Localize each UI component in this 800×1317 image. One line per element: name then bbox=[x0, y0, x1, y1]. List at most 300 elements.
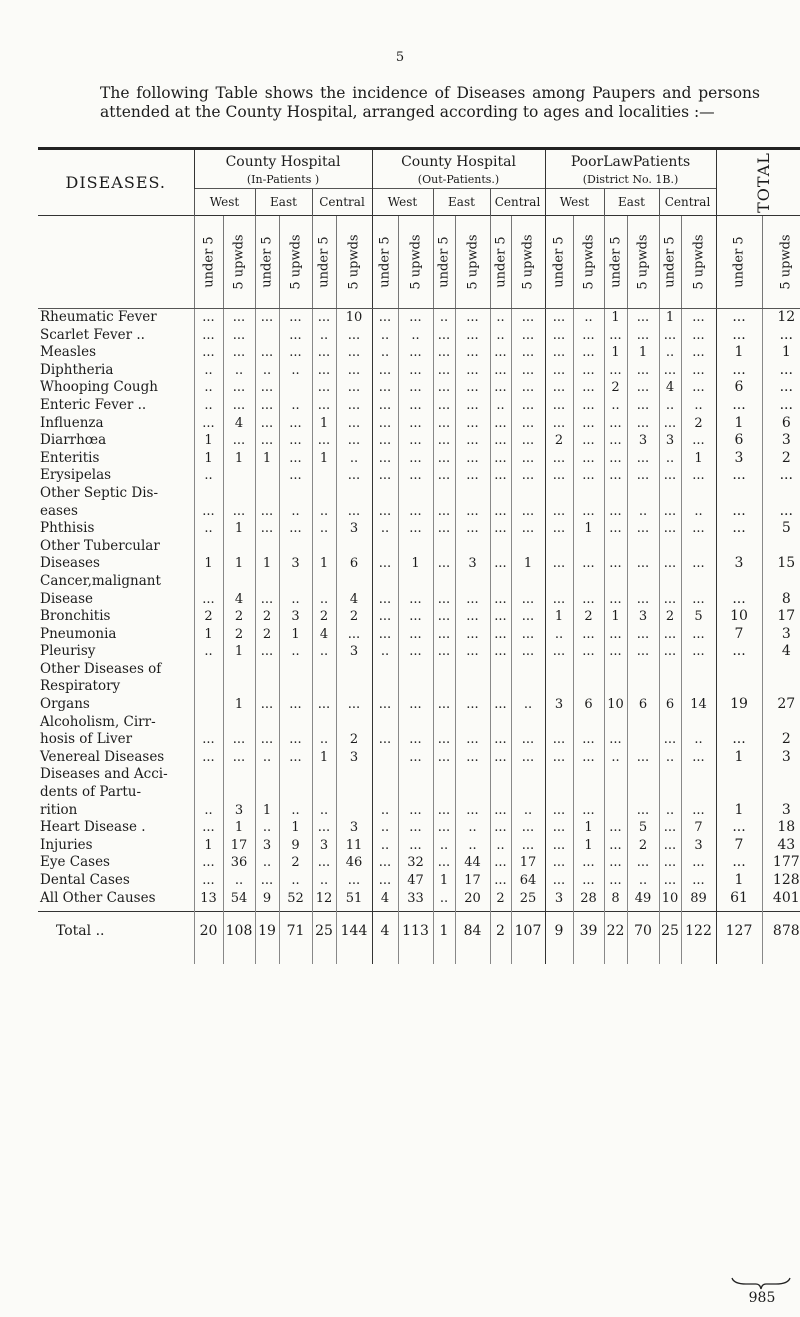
table-cell: 89 bbox=[681, 890, 716, 912]
spacer-cell bbox=[312, 940, 336, 964]
table-cell: ... bbox=[511, 344, 545, 362]
table-row bbox=[38, 854, 800, 872]
table-cell: .. bbox=[573, 309, 604, 327]
table-cell: 1 bbox=[573, 520, 604, 538]
table-cell: .. bbox=[398, 327, 433, 345]
table-cell: ... bbox=[627, 766, 659, 819]
table-cell: .. bbox=[255, 819, 279, 837]
disease-name bbox=[38, 608, 194, 626]
table-cell bbox=[627, 714, 659, 749]
table-cell: 1 bbox=[573, 819, 604, 837]
table-cell: .. bbox=[279, 362, 312, 380]
table-cell: ... bbox=[433, 854, 455, 872]
table-cell: ... bbox=[604, 520, 627, 538]
table-cell: ... bbox=[223, 327, 255, 345]
table-cell: ... bbox=[336, 397, 372, 415]
disease-name-line: Alcoholism, Cirr- bbox=[40, 713, 156, 730]
table-cell: ... bbox=[455, 714, 490, 749]
table-cell: ... bbox=[372, 872, 398, 890]
disease-name-line: Eye Cases bbox=[40, 854, 110, 871]
table-cell: ... bbox=[312, 432, 336, 450]
table-cell: ... bbox=[336, 432, 372, 450]
table-cell: 3 bbox=[681, 837, 716, 855]
table-cell: ... bbox=[255, 520, 279, 538]
spacer-cell bbox=[336, 940, 372, 964]
table-cell: ... bbox=[659, 643, 681, 661]
table-cell: ... bbox=[433, 485, 455, 520]
table-cell: ... bbox=[372, 608, 398, 626]
table-cell: 10 bbox=[659, 890, 681, 912]
table-cell: ... bbox=[545, 397, 573, 415]
table-cell: ... bbox=[398, 749, 433, 767]
table-cell: ... bbox=[716, 397, 762, 415]
group-subtitle: (District No. 1B.) bbox=[582, 173, 679, 186]
table-cell: .. bbox=[627, 872, 659, 890]
age-header-label: under 5 bbox=[259, 236, 275, 288]
age-header-label: 5 upwds bbox=[288, 234, 303, 290]
age-header-label: under 5 bbox=[493, 236, 508, 288]
table-cell: ... bbox=[455, 749, 490, 767]
table-cell: ... bbox=[604, 819, 627, 837]
table-cell: ... bbox=[398, 397, 433, 415]
table-cell: ... bbox=[194, 749, 223, 767]
table-cell: .. bbox=[279, 643, 312, 661]
table-cell: 1 bbox=[279, 626, 312, 644]
table-cell: ... bbox=[681, 538, 716, 573]
table-cell: ... bbox=[659, 573, 681, 608]
group-subtitle: (In-Patients ) bbox=[246, 173, 320, 186]
table-cell: ... bbox=[255, 379, 279, 397]
table-cell bbox=[223, 467, 255, 485]
table-cell: ... bbox=[490, 520, 511, 538]
table-cell: ... bbox=[490, 872, 511, 890]
table-cell: 2 bbox=[681, 415, 716, 433]
table-cell: .. bbox=[604, 397, 627, 415]
table-cell: ... bbox=[255, 714, 279, 749]
disease-name bbox=[38, 415, 194, 433]
table-cell: ... bbox=[604, 854, 627, 872]
table-cell: ... bbox=[545, 309, 573, 327]
table-cell: 9 bbox=[279, 837, 312, 855]
table-cell: .. bbox=[372, 819, 398, 837]
table-cell: ... bbox=[372, 379, 398, 397]
table-cell: ... bbox=[194, 714, 223, 749]
spacer-cell bbox=[490, 940, 511, 964]
table-cell: .. bbox=[194, 520, 223, 538]
disease-name bbox=[38, 344, 194, 362]
table-cell: .. bbox=[312, 766, 336, 819]
locality-header: Central bbox=[490, 189, 545, 216]
table-cell: ... bbox=[573, 344, 604, 362]
table-cell: 10 bbox=[716, 608, 762, 626]
table-cell: ... bbox=[194, 327, 223, 345]
table-cell: ... bbox=[398, 415, 433, 433]
disease-name bbox=[38, 854, 194, 872]
table-cell: ... bbox=[279, 749, 312, 767]
table-cell: ... bbox=[255, 661, 279, 714]
table-cell bbox=[255, 327, 279, 345]
table-cell: 3 bbox=[336, 749, 372, 767]
table-cell: ... bbox=[455, 432, 490, 450]
table-row bbox=[38, 661, 800, 714]
table-cell: 2 bbox=[223, 608, 255, 626]
table-cell: ... bbox=[312, 661, 336, 714]
total-cell: 20 bbox=[194, 912, 223, 941]
total-cell: 122 bbox=[681, 912, 716, 941]
spacer-cell bbox=[38, 940, 194, 964]
total-cell: 84 bbox=[455, 912, 490, 941]
total-cell: 25 bbox=[659, 912, 681, 941]
table-cell: ... bbox=[255, 344, 279, 362]
table-cell: ... bbox=[336, 872, 372, 890]
age-header-label: 5 upwds bbox=[346, 234, 362, 290]
table-cell: ... bbox=[545, 573, 573, 608]
table-cell: ... bbox=[455, 573, 490, 608]
table-cell: ... bbox=[194, 819, 223, 837]
table-cell: .. bbox=[336, 450, 372, 468]
table-cell: ... bbox=[372, 467, 398, 485]
table-cell: ... bbox=[455, 520, 490, 538]
disease-name bbox=[38, 467, 194, 485]
table-cell: ... bbox=[627, 397, 659, 415]
age-header bbox=[372, 216, 398, 309]
table-cell: ... bbox=[716, 520, 762, 538]
table-row bbox=[38, 573, 800, 608]
table-cell: ... bbox=[659, 520, 681, 538]
table-cell: 2 bbox=[312, 608, 336, 626]
table-cell: ... bbox=[573, 766, 604, 819]
table-row bbox=[38, 626, 800, 644]
table-cell: 1 bbox=[762, 344, 800, 362]
table-cell: ... bbox=[681, 626, 716, 644]
table-row bbox=[38, 450, 800, 468]
table-cell: ... bbox=[681, 362, 716, 380]
table-cell: .. bbox=[312, 643, 336, 661]
age-header bbox=[255, 216, 279, 309]
table-cell: ... bbox=[372, 450, 398, 468]
table-cell: ... bbox=[455, 485, 490, 520]
table-cell: .. bbox=[433, 890, 455, 912]
total-cell: 1 bbox=[433, 912, 455, 941]
table-cell: ... bbox=[194, 573, 223, 608]
table-cell: ... bbox=[433, 415, 455, 433]
table-cell: ... bbox=[194, 344, 223, 362]
table-cell: ... bbox=[511, 309, 545, 327]
table-cell: 36 bbox=[223, 854, 255, 872]
table-cell: 1 bbox=[255, 766, 279, 819]
table-cell: ... bbox=[279, 714, 312, 749]
table-cell: 3 bbox=[279, 538, 312, 573]
spacer-cell bbox=[545, 940, 573, 964]
table-cell: ... bbox=[372, 485, 398, 520]
disease-name bbox=[38, 397, 194, 415]
table-cell: 8 bbox=[604, 890, 627, 912]
disease-name bbox=[38, 626, 194, 644]
table-cell: ... bbox=[573, 872, 604, 890]
table-cell bbox=[194, 661, 223, 714]
disease-name bbox=[38, 749, 194, 767]
table-cell: ... bbox=[455, 626, 490, 644]
table-cell: ... bbox=[573, 538, 604, 573]
table-cell: ... bbox=[604, 837, 627, 855]
table-cell: ... bbox=[659, 415, 681, 433]
locality-header: West bbox=[194, 189, 255, 216]
table-cell: ... bbox=[194, 415, 223, 433]
disease-name bbox=[38, 362, 194, 380]
table-cell: 3 bbox=[312, 837, 336, 855]
age-header bbox=[573, 216, 604, 309]
age-header-label: under 5 bbox=[608, 236, 623, 288]
total-header-label: TOTAL bbox=[753, 152, 773, 213]
disease-name-line: Bronchitis bbox=[40, 608, 111, 625]
table-cell: ... bbox=[398, 608, 433, 626]
disease-name-line: Diarrhœa bbox=[40, 432, 107, 449]
table-cell: 6 bbox=[716, 379, 762, 397]
table-cell: 1 bbox=[255, 538, 279, 573]
table-cell: 25 bbox=[511, 890, 545, 912]
table-cell: ... bbox=[490, 538, 511, 573]
table-cell: ... bbox=[573, 362, 604, 380]
table-cell: 49 bbox=[627, 890, 659, 912]
table-cell: ... bbox=[573, 485, 604, 520]
table-cell: ... bbox=[433, 520, 455, 538]
disease-name bbox=[38, 872, 194, 890]
table-cell: ... bbox=[627, 362, 659, 380]
table-cell: ... bbox=[255, 485, 279, 520]
age-header-label: 5 upwds bbox=[778, 234, 794, 290]
table-cell: 4 bbox=[223, 573, 255, 608]
table-cell: 6 bbox=[716, 432, 762, 450]
age-header-row bbox=[38, 216, 800, 309]
table-cell: ... bbox=[716, 819, 762, 837]
disease-name-line: dents of Partu- bbox=[40, 784, 142, 801]
disease-name bbox=[38, 538, 194, 573]
disease-name-line: Influenza bbox=[40, 414, 104, 431]
spacer-cell bbox=[255, 940, 279, 964]
spacer-cell bbox=[455, 940, 490, 964]
disease-name bbox=[38, 837, 194, 855]
age-header bbox=[194, 216, 223, 309]
table-row bbox=[38, 520, 800, 538]
disease-name-line: Rheumatic Fever bbox=[40, 309, 157, 325]
age-header-label: under 5 bbox=[662, 236, 678, 288]
spacer-cell bbox=[372, 940, 398, 964]
table-cell: ... bbox=[255, 309, 279, 327]
table-cell: .. bbox=[372, 837, 398, 855]
table-cell: ... bbox=[545, 872, 573, 890]
age-header bbox=[433, 216, 455, 309]
table-cell: .. bbox=[681, 714, 716, 749]
table-cell: ... bbox=[659, 327, 681, 345]
table-cell: 1 bbox=[312, 415, 336, 433]
table-cell: 3 bbox=[455, 538, 490, 573]
table-cell: ... bbox=[490, 661, 511, 714]
locality-header: West bbox=[545, 189, 604, 216]
table-cell: 17 bbox=[455, 872, 490, 890]
disease-name bbox=[38, 661, 194, 714]
table-cell: ... bbox=[490, 608, 511, 626]
table-cell: 64 bbox=[511, 872, 545, 890]
table-cell: ... bbox=[573, 450, 604, 468]
table-cell: ... bbox=[398, 344, 433, 362]
group-header-outpatients bbox=[372, 149, 545, 189]
table-cell: ... bbox=[659, 714, 681, 749]
table-cell: ... bbox=[490, 432, 511, 450]
table-cell bbox=[255, 467, 279, 485]
table-row bbox=[38, 872, 800, 890]
total-header bbox=[716, 149, 800, 216]
table-cell: ... bbox=[681, 749, 716, 767]
table-cell: 1 bbox=[194, 837, 223, 855]
table-cell: ... bbox=[398, 379, 433, 397]
table-cell: ... bbox=[255, 432, 279, 450]
table-cell bbox=[279, 379, 312, 397]
locality-header: Central bbox=[659, 189, 716, 216]
table-cell: ... bbox=[455, 309, 490, 327]
table-cell: 1 bbox=[604, 344, 627, 362]
table-cell: 9 bbox=[255, 890, 279, 912]
table-cell: .. bbox=[255, 362, 279, 380]
table-cell: ... bbox=[511, 520, 545, 538]
table-cell: ... bbox=[194, 854, 223, 872]
table-cell: ... bbox=[604, 362, 627, 380]
table-cell: ... bbox=[762, 362, 800, 380]
table-cell: 10 bbox=[336, 309, 372, 327]
table-cell: ... bbox=[398, 714, 433, 749]
table-cell: ... bbox=[573, 573, 604, 608]
table-cell: 4 bbox=[336, 573, 372, 608]
table-cell: 1 bbox=[716, 872, 762, 890]
table-cell: ... bbox=[223, 485, 255, 520]
spacer-cell bbox=[762, 940, 800, 964]
table-cell: ... bbox=[604, 573, 627, 608]
table-cell: 1 bbox=[716, 415, 762, 433]
table-cell: 1 bbox=[573, 837, 604, 855]
table-cell: ... bbox=[604, 415, 627, 433]
table-cell: 177 bbox=[762, 854, 800, 872]
table-cell: 1 bbox=[194, 450, 223, 468]
table-row bbox=[38, 485, 800, 520]
disease-name-line: Dental Cases bbox=[40, 872, 130, 888]
table-cell: ... bbox=[573, 854, 604, 872]
disease-name bbox=[38, 890, 194, 912]
age-header bbox=[659, 216, 681, 309]
table-cell: ... bbox=[627, 626, 659, 644]
table-cell: 12 bbox=[312, 890, 336, 912]
table-cell: ... bbox=[455, 643, 490, 661]
table-cell: .. bbox=[455, 837, 490, 855]
table-cell: 1 bbox=[312, 450, 336, 468]
group-title: PoorLawPatients bbox=[570, 154, 691, 170]
table-cell: 3 bbox=[279, 608, 312, 626]
table-cell: ... bbox=[398, 573, 433, 608]
age-header bbox=[545, 216, 573, 309]
table-cell: ... bbox=[433, 467, 455, 485]
table-row bbox=[38, 890, 800, 912]
table-cell: ... bbox=[545, 819, 573, 837]
table-cell: ... bbox=[716, 485, 762, 520]
table-cell: ... bbox=[398, 309, 433, 327]
total-cell: 71 bbox=[279, 912, 312, 941]
table-cell: 2 bbox=[604, 379, 627, 397]
table-cell: 1 bbox=[312, 538, 336, 573]
table-cell: ... bbox=[433, 362, 455, 380]
disease-name bbox=[38, 714, 194, 749]
table-cell: ... bbox=[604, 714, 627, 749]
table-cell: ... bbox=[336, 661, 372, 714]
table-cell: 19 bbox=[716, 661, 762, 714]
table-cell: 14 bbox=[681, 661, 716, 714]
table-cell: 1 bbox=[194, 538, 223, 573]
table-cell: .. bbox=[659, 344, 681, 362]
spacer-cell bbox=[604, 940, 627, 964]
table-cell: .. bbox=[545, 626, 573, 644]
table-cell: 2 bbox=[279, 854, 312, 872]
table-cell: ... bbox=[372, 661, 398, 714]
table-cell: 4 bbox=[312, 626, 336, 644]
table-cell: ... bbox=[398, 766, 433, 819]
disease-name-line: Measles bbox=[40, 344, 97, 361]
table-cell: ... bbox=[490, 819, 511, 837]
table-cell: .. bbox=[372, 344, 398, 362]
table-cell: 2 bbox=[194, 608, 223, 626]
table-cell: ... bbox=[627, 749, 659, 767]
table-cell: ... bbox=[433, 344, 455, 362]
table-cell: ... bbox=[545, 415, 573, 433]
table-cell: ... bbox=[255, 415, 279, 433]
table-cell: ... bbox=[433, 608, 455, 626]
spacer-cell bbox=[511, 940, 545, 964]
table-cell: ... bbox=[659, 854, 681, 872]
table-cell: ... bbox=[433, 573, 455, 608]
table-cell: ... bbox=[659, 626, 681, 644]
table-cell: ... bbox=[604, 643, 627, 661]
table-cell: .. bbox=[194, 766, 223, 819]
total-cell: 2 bbox=[490, 912, 511, 941]
table-cell: ... bbox=[511, 626, 545, 644]
table-cell: ... bbox=[279, 661, 312, 714]
table-cell: ... bbox=[490, 766, 511, 819]
table-cell: ... bbox=[716, 467, 762, 485]
table-cell: ... bbox=[545, 362, 573, 380]
table-cell: ... bbox=[279, 450, 312, 468]
table-cell: 1 bbox=[681, 450, 716, 468]
table-cell: .. bbox=[455, 819, 490, 837]
age-header bbox=[455, 216, 490, 309]
disease-name bbox=[38, 643, 194, 661]
table-cell: ... bbox=[490, 415, 511, 433]
table-cell: ... bbox=[545, 379, 573, 397]
table-cell: 3 bbox=[336, 819, 372, 837]
table-cell: ... bbox=[372, 415, 398, 433]
table-cell: .. bbox=[372, 327, 398, 345]
table-cell: 3 bbox=[336, 520, 372, 538]
table-cell: 6 bbox=[627, 661, 659, 714]
table-cell: .. bbox=[194, 397, 223, 415]
table-row bbox=[38, 432, 800, 450]
disease-name-line: Venereal Diseases bbox=[40, 748, 165, 765]
table-cell: ... bbox=[716, 327, 762, 345]
table-cell: ... bbox=[490, 379, 511, 397]
age-header-label: under 5 bbox=[731, 236, 747, 288]
table-cell: 43 bbox=[762, 837, 800, 855]
table-cell: ... bbox=[255, 397, 279, 415]
table-row bbox=[38, 608, 800, 626]
table-cell: .. bbox=[312, 485, 336, 520]
disease-name-line: Heart Disease . bbox=[40, 819, 146, 836]
table-cell: .. bbox=[312, 714, 336, 749]
table-cell: ... bbox=[681, 872, 716, 890]
